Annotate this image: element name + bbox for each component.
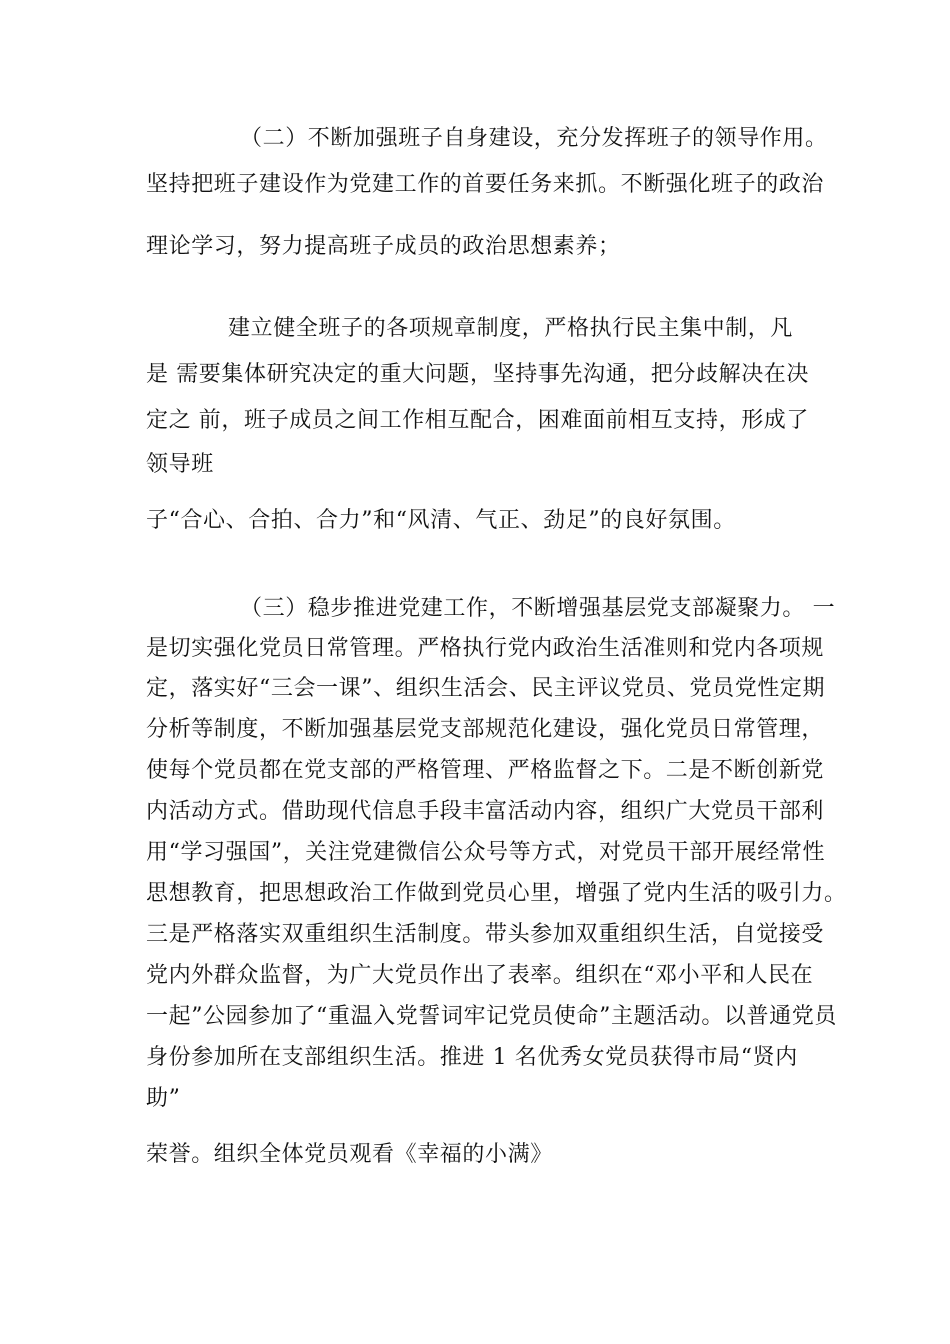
text-line: 建立健全班子的各项规章制度，严格执行民主集中制，凡 [228,316,794,341]
text-line: （二）不断加强班子自身建设，充分发挥班子的领导作用。 [240,126,828,151]
text-line: 领导班 [146,452,214,477]
text-line: 是 需要集体研究决定的重大问题，坚持事先沟通，把分歧解决在决 [146,362,809,387]
text-line: 三是严格落实双重组织生活制度。带头参加双重组织生活，自觉接受 [146,922,825,947]
text-line: 荣誉。组织全体党员观看《幸福的小满》 [146,1142,553,1167]
text-line: 坚持把班子建设作为党建工作的首要任务来抓。不断强化班子的政治 [146,172,825,197]
text-line: 分析等制度，不断加强基层党支部规范化建设，强化党员日常管理， [146,717,825,742]
text-line: 身份参加所在支部组织生活。推进 1 名优秀女党员获得市局“贤内 [146,1045,798,1070]
text-line: 助” [146,1086,181,1111]
text-line: 用“学习强国”，关注党建微信公众号等方式，对党员干部开展经常性 [146,840,826,865]
text-line: 定，落实好“三会一课”、组织生活会、民主评议党员、党员党性定期 [146,676,826,701]
text-line: 内活动方式。借助现代信息手段丰富活动内容，组织广大党员干部利 [146,799,825,824]
text-line: 一起”公园参加了“重温入党誓词牢记党员使命”主题活动。以普通党员 [146,1004,837,1029]
text-line: 是切实强化党员日常管理。严格执行党内政治生活准则和党内各项规 [146,636,825,661]
text-line: （三）稳步推进党建工作，不断增强基层党支部凝聚力。 一 [240,596,836,621]
text-line: 党内外群众监督，为广大党员作出了表率。组织在“邓小平和人民在 [146,963,814,988]
text-line: 子“合心、合拍、合力”和“风清、气正、劲足”的良好氛围。 [146,508,736,533]
text-line: 思想教育，把思想政治工作做到党员心里，增强了党内生活的吸引力。 [146,881,847,906]
text-line: 使每个党员都在党支部的严格管理、严格监督之下。二是不断创新党 [146,758,825,783]
text-line: 定之 前，班子成员之间工作相互配合，困难面前相互支持，形成了 [146,408,809,433]
text-line: 理论学习，努力提高班子成员的政治思想素养； [146,234,621,259]
